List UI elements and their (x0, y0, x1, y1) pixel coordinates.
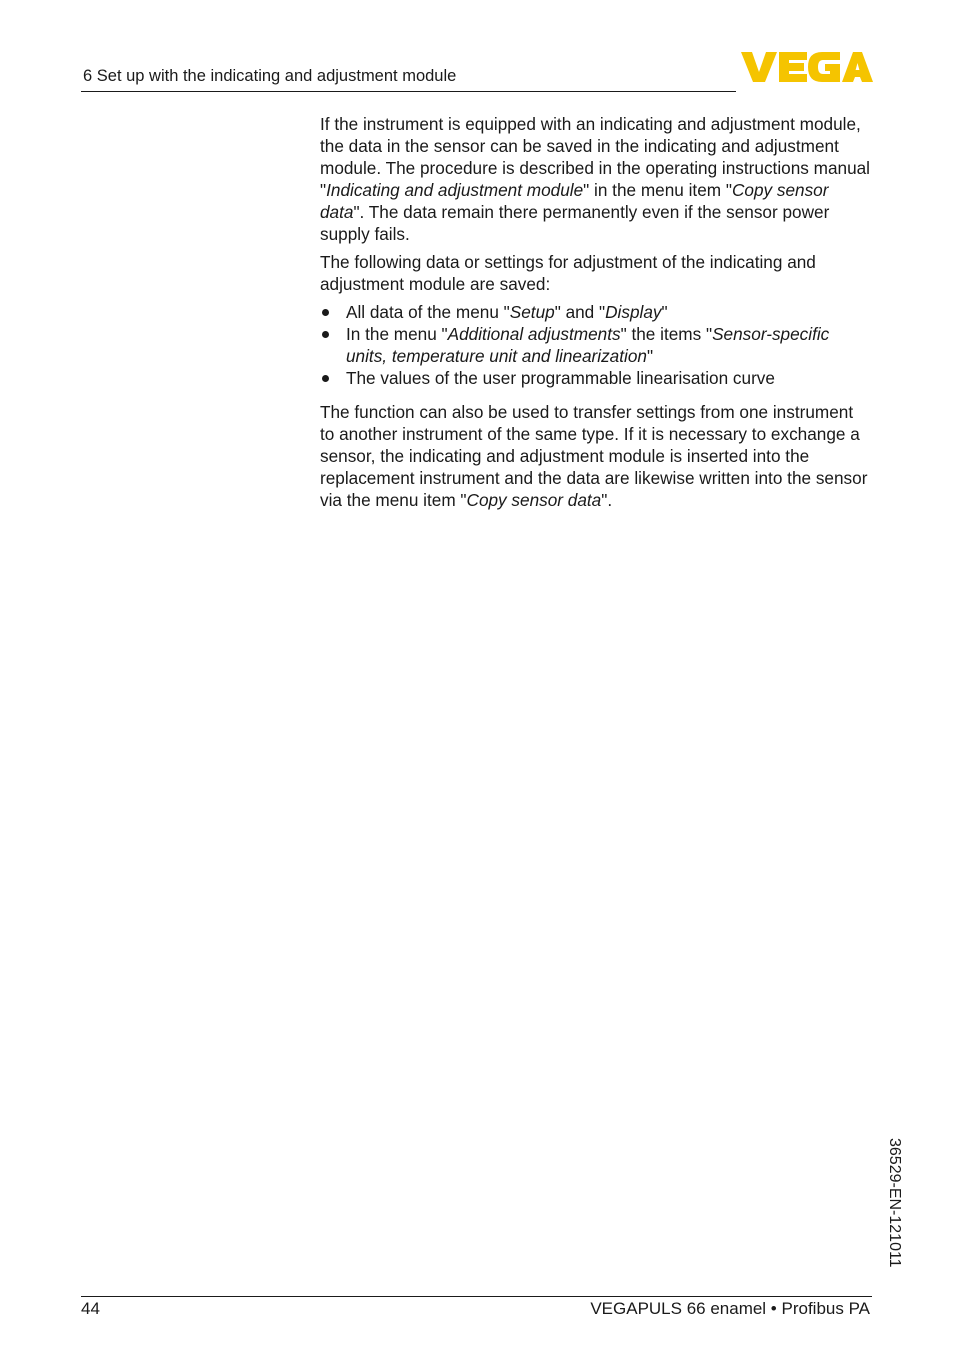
text-run: ". (601, 490, 613, 510)
italic-term: Sensor-specific units, temperature unit and linearization (346, 324, 830, 366)
text-run: The values of the user programmable linearisation curve (346, 368, 775, 388)
italic-term: Copy sensor data (466, 490, 602, 510)
header-section-title: 6 Set up with the indicating and adjustment module (83, 67, 457, 85)
italic-term: Setup (509, 302, 555, 322)
saved-settings-list (320, 301, 872, 389)
text-run: The function can also be used to transfer settings from one instrument to another instrument of the same type. If it is necessary to exchange a sensor, the indicating and adjustment module is inserted into the replacement instrument and the data are likewise written into the sensor via the menu item " (320, 402, 868, 510)
header-rule (81, 91, 736, 92)
italic-term: Display (605, 302, 662, 322)
paragraph-2: The following data or settings for adjustment of the indicating and adjustment module are saved: (320, 252, 816, 294)
text-run: " the items " (620, 324, 713, 344)
text-run: " (646, 346, 654, 366)
text-run: If the instrument is equipped with an indicating and adjustment module, the data in the sensor can be saved in the indicating and adjustment module. The procedure is described in the operating instructions manual " (320, 114, 870, 200)
paragraph-1 (320, 113, 872, 245)
text-run: " (661, 302, 668, 322)
italic-term: Copy sensor data (320, 180, 829, 222)
text-run: " in the menu item " (583, 180, 732, 200)
main-content (320, 113, 872, 517)
list-item (320, 301, 872, 323)
text-run: " and " (554, 302, 606, 322)
page-number: 44 (81, 1299, 100, 1318)
paragraph-3 (320, 401, 872, 511)
document-code: 36529-EN-121011 (886, 1138, 903, 1268)
list-item (320, 323, 872, 367)
footer-product: VEGAPULS 66 enamel • Profibus PA (590, 1299, 870, 1318)
text-run: In the menu " (346, 324, 448, 344)
footer-rule (81, 1296, 872, 1297)
italic-term: Indicating and adjustment module (326, 180, 584, 200)
vega-logo-mark (741, 51, 873, 83)
italic-term: Additional adjustments (447, 324, 621, 344)
vega-logo (741, 51, 873, 83)
list-item (320, 367, 872, 389)
text-run: ". The data remain there permanently even if the sensor power supply fails. (320, 202, 830, 244)
text-run: All data of the menu " (346, 302, 510, 322)
